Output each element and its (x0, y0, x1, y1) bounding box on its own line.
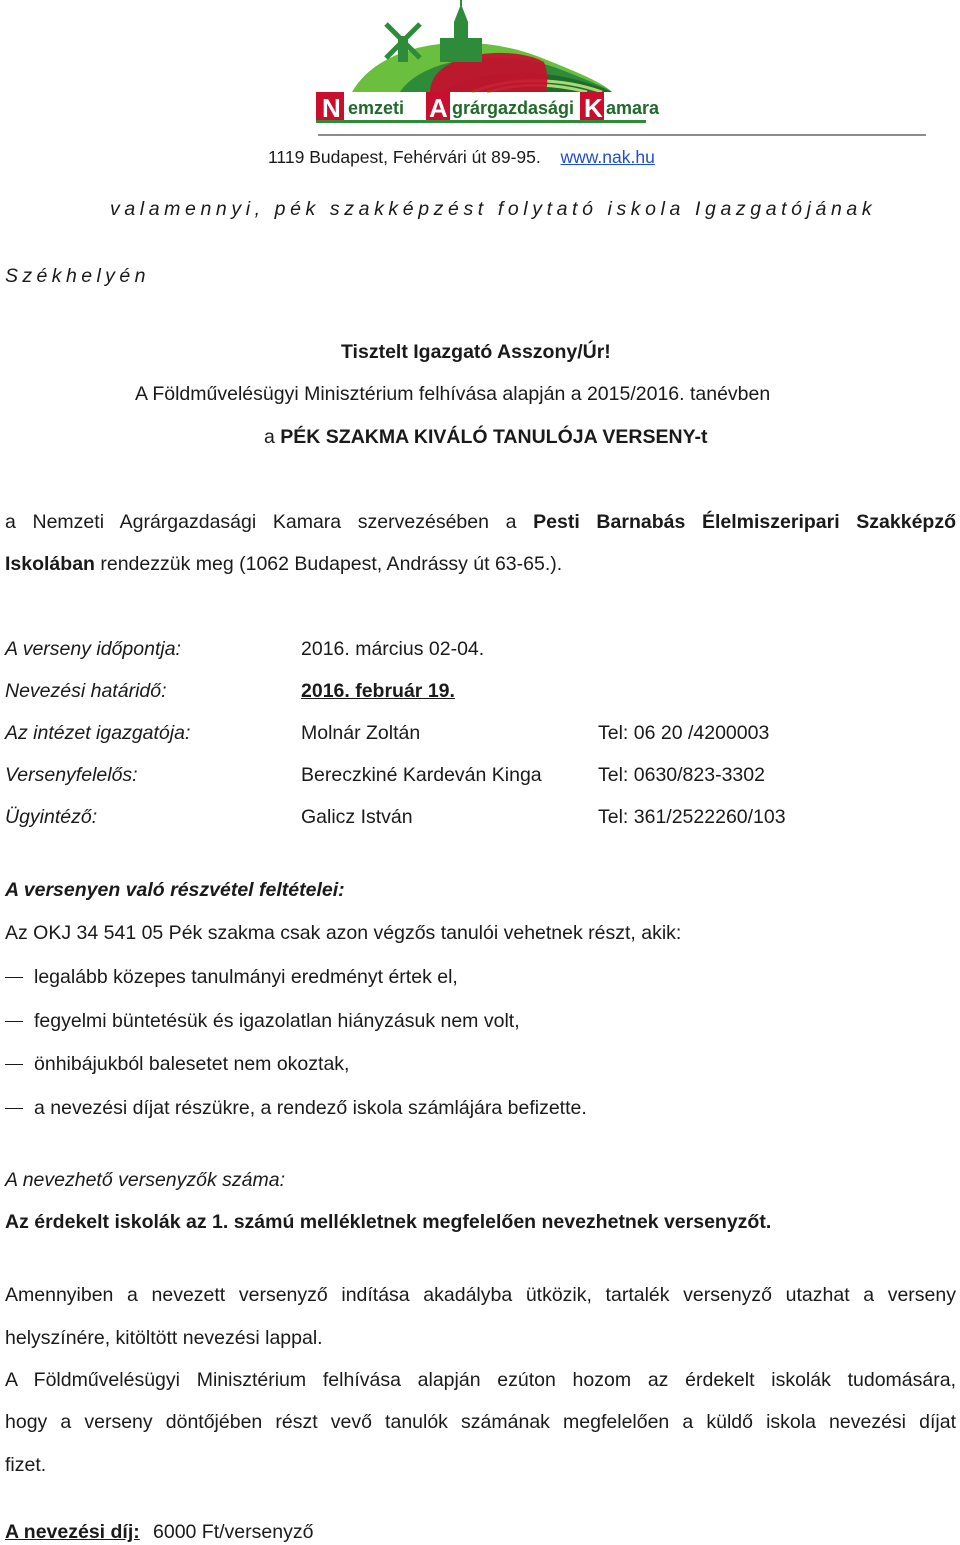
detail-value-deadline: 2016. február 19. (301, 680, 455, 702)
logo-word-nemzeti: emzeti (348, 98, 405, 118)
list-dash (5, 1064, 23, 1065)
fee-notice-line-3: fizet. (5, 1454, 47, 1476)
condition-item: fegyelmi büntetésük és igazolatlan hiányzásuk nem volt, (34, 1010, 520, 1032)
detail-label-deadline: Nevezési határidő: (5, 680, 167, 702)
nak-logo (312, 0, 660, 128)
reserve-line-2: helyszínére, kitöltött nevezési lappal. (5, 1327, 323, 1349)
detail-value-administrator: Galicz István (301, 806, 413, 828)
header-address-line (268, 146, 655, 168)
logo-word-agrargazdasagi: grárgazdasági (452, 98, 575, 118)
detail-label-date: A verseny időpontja: (5, 638, 181, 660)
competitors-text: Az érdekelt iskolák az 1. számú mellékletnek megfelelően nevezhetnek versenyzőt. (5, 1211, 772, 1233)
conditions-heading: A versenyen való részvétel feltételei: (5, 879, 345, 901)
condition-item: legalább közepes tanulmányi eredményt értek el, (34, 966, 458, 988)
list-dash (5, 1021, 23, 1022)
intro-line-1: A Földművelésügyi Minisztérium felhívása alapján a 2015/2016. tanévben (135, 383, 771, 405)
list-dash (5, 977, 23, 978)
detail-tel-responsible: Tel: 0630/823-3302 (598, 764, 765, 786)
competition-title: PÉK SZAKMA KIVÁLÓ TANULÓJA VERSENY-t (280, 426, 708, 448)
logo-word-kamara: amara (606, 98, 660, 118)
competitors-heading: A nevezhető versenyzők száma: (5, 1169, 285, 1191)
addressee-line: valamennyi, pék szakképzést folytató iskola Igazgatójának (110, 198, 877, 220)
condition-item: a nevezési díjat részükre, a rendező iskola számlájára befizette. (34, 1097, 587, 1119)
detail-value-director: Molnár Zoltán (301, 722, 421, 744)
header-address: 1119 Budapest, Fehérvári út 89-95. (268, 147, 541, 167)
reserve-line-1: Amennyiben a nevezett versenyző indítása akadályba ütközik, tartalék versenyző utazhat a verseny (5, 1284, 956, 1306)
fee-value: 6000 Ft/versenyző (153, 1521, 314, 1543)
detail-value-date: 2016. március 02-04. (301, 638, 485, 660)
condition-item: önhibájukból balesetet nem okoztak, (34, 1053, 350, 1075)
logo-initial-n: N (322, 93, 341, 123)
detail-value-responsible: Bereczkiné Kardeván Kinga (301, 764, 542, 786)
detail-tel-administrator: Tel: 361/2522260/103 (598, 806, 786, 828)
detail-label-administrator: Ügyintéző: (5, 806, 98, 828)
detail-label-director: Az intézet igazgatója: (5, 722, 191, 744)
conditions-intro: Az OKJ 34 541 05 Pék szakma csak azon végzős tanulói vehetnek részt, akik: (5, 922, 682, 944)
detail-label-responsible: Versenyfelelős: (5, 764, 138, 786)
fee-label: A nevezési díj: (5, 1521, 140, 1543)
logo-initial-k: K (584, 93, 603, 123)
addressee-seat: Székhelyén (5, 265, 150, 287)
school-name: Pesti Barnabás Élelmiszeripari Szakképző (533, 511, 956, 533)
intro-line-2: a PÉK SZAKMA KIVÁLÓ TANULÓJA VERSENY-t (264, 426, 708, 448)
header-divider (318, 134, 926, 136)
fee-notice-line-2: hogy a verseny döntőjében részt vevő tanulók számának megfelelően a küldő iskola nevezési díjat (5, 1411, 956, 1433)
website-link[interactable]: www.nak.hu (560, 147, 655, 167)
salutation: Tisztelt Igazgató Asszony/Úr! (341, 341, 611, 363)
logo-initial-a: A (429, 93, 448, 123)
list-dash (5, 1108, 23, 1109)
organizer-line-2: Iskolában rendezzük meg (1062 Budapest, Andrássy út 63-65.). (5, 553, 563, 575)
fee-notice-line-1: A Földművelésügyi Minisztérium felhívása alapján ezúton hozom az érdekelt iskolák tudomására, (5, 1369, 956, 1391)
detail-tel-director: Tel: 06 20 /4200003 (598, 722, 770, 744)
organizer-line-1: a Nemzeti Agrárgazdasági Kamara szervezésében a Pesti Barnabás Élelmiszeripari Szakképző (5, 511, 956, 533)
